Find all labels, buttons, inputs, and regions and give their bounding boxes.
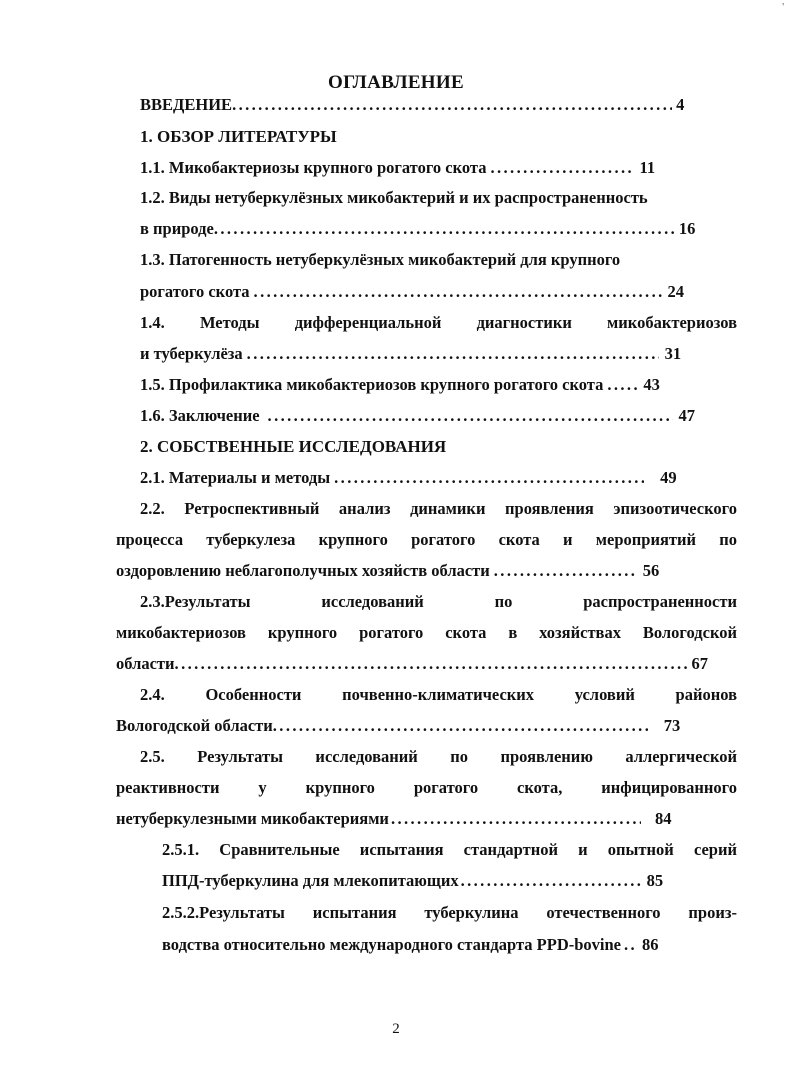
leader-dots [214,218,677,240]
toc-label: 2.1. Материалы и методы [140,468,331,487]
toc-entry-2-2-line3 [116,560,659,582]
toc-entry-1-4-line1: 1.4. Методы дифференциальной диагностики микобактериозов [140,313,737,332]
toc-page: 43 [643,375,660,394]
toc-label: в природе [140,219,214,238]
toc-entry-1-1 [140,157,655,179]
toc-entry-2-5-2-line2 [162,934,659,956]
toc-label: рогатого скота [140,282,250,301]
toc-label: Вологодской области [116,716,273,735]
toc-entry-2-2-line1: 2.2. Ретроспективный анализ динамики проявления эпизоотического [140,499,737,518]
toc-entry-2-5-1-line2 [162,870,663,892]
toc-page: 49 [660,468,677,487]
toc-label: ППД-туберкулина для млекопитающих [162,871,459,890]
toc-entry-2-2-line2: процесса туберкулеза крупного рогатого скота и мероприятий по [116,530,737,549]
leader-dots [490,157,633,179]
toc-page: 56 [642,561,660,580]
toc-page: 47 [678,406,696,425]
leader-dots [254,281,662,303]
page-title: ОГЛАВЛЕНИЕ [328,72,464,93]
toc-page: 4 [676,95,685,114]
toc-label: 1.5. Профилактика микобактериозов крупного рогатого скота [140,375,604,394]
toc-page: 24 [667,282,685,301]
toc-label: оздоровлению неблагополучных хозяйств области [116,561,490,580]
leader-dots [247,343,659,365]
leader-dots [273,715,648,737]
leader-dots [461,870,641,892]
toc-label: ВВЕДЕНИЕ [140,95,233,114]
toc-entry-1-6 [140,405,695,427]
toc-entry-1-5 [140,374,660,396]
toc-entry-2-4-line1: 2.4. Особенности почвенно-климатических условий районов [140,685,737,704]
toc-entry-2-3-line3 [116,653,708,675]
toc-page: 67 [691,654,709,673]
toc-heading-2: 2. СОБСТВЕННЫЕ ИССЛЕДОВАНИЯ [140,437,447,456]
leader-dots [391,808,641,830]
toc-label: и туберкулёза [140,344,243,363]
toc-page: 16 [678,219,696,238]
toc-entry-2-3-line1: 2.3.Результаты исследований по распространенности [140,592,737,611]
toc-page: 73 [663,716,681,735]
toc-label: нетуберкулезными микобактериями [116,809,389,828]
toc-entry-2-5-line3 [116,808,671,830]
toc-page: 85 [646,871,664,890]
leader-dots [607,374,637,396]
toc-page: 11 [639,158,656,177]
corner-mark: ' [782,2,784,13]
toc-entry-1-2-line2 [140,218,695,240]
toc-entry-2-5-2-line1: 2.5.2.Результаты испытания туберкулина отечественного произ- [162,903,737,922]
toc-entry-2-3-line2: микобактериозов крупного рогатого скота в хозяйствах Вологодской [116,623,737,642]
toc-entry-1-2-line1: 1.2. Виды нетуберкулёзных микобактерий и их распространенность [140,188,648,207]
leader-dots [232,94,672,116]
toc-label: области [116,654,175,673]
toc-heading-1: 1. ОБЗОР ЛИТЕРАТУРЫ [140,127,337,146]
toc-label: 1.6. Заключение [140,406,260,425]
leader-dots [175,653,690,675]
page-number: 2 [392,1021,400,1037]
toc-page: 84 [654,809,672,828]
toc-page: 31 [664,344,682,363]
toc-entry-introduction [140,94,708,116]
leader-dots [494,560,637,582]
toc-label: водства относительно международного стандарта PPD-bovine [162,935,621,954]
toc-label: 1.1. Микобактериозы крупного рогатого скота [140,158,487,177]
toc-entry-1-4-line2 [140,343,681,365]
toc-entry-2-5-line1: 2.5. Результаты исследований по проявлению аллергической [140,747,737,766]
toc-entry-2-5-1-line1: 2.5.1. Сравнительные испытания стандартной и опытной серий [162,840,737,859]
toc-page: 86 [642,935,659,954]
leader-dots [268,405,673,427]
toc-entry-2-5-line2: реактивности у крупного рогатого скота, инфицированного [116,778,737,797]
leader-dots [624,934,634,956]
toc-entry-1-3-line1: 1.3. Патогенность нетуберкулёзных микобактерий для крупного [140,250,621,269]
toc-entry-1-3-line2 [140,281,684,303]
toc-entry-2-1 [140,467,677,489]
toc-entry-2-4-line2 [116,715,680,737]
leader-dots [334,467,644,489]
